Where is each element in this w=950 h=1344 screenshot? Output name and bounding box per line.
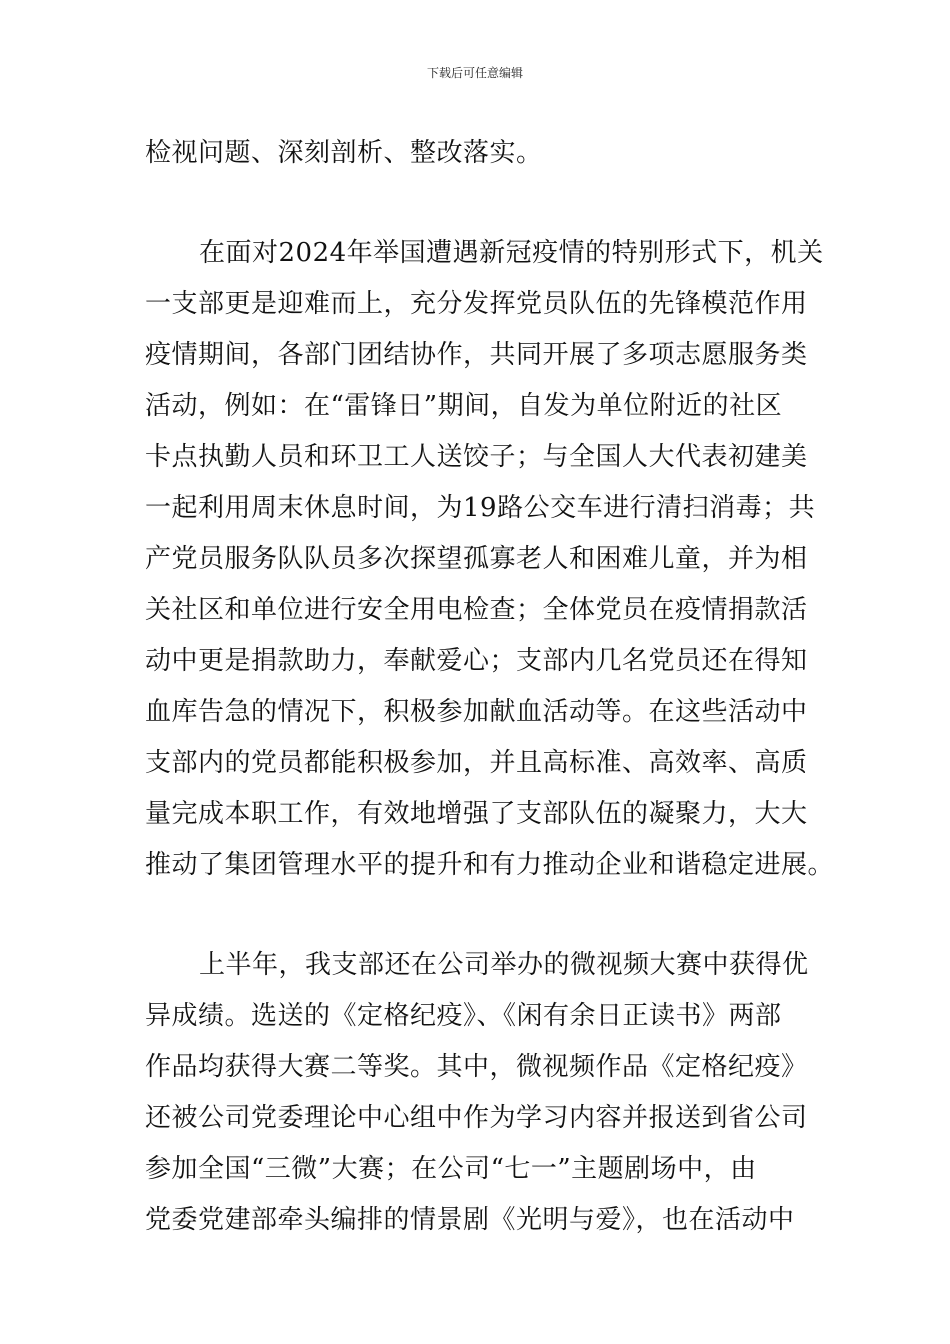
text-line: 检视问题、深刻剖析、整改落实。 [145,138,543,168]
paragraph-3 [145,940,809,1246]
paragraph-1 [145,128,805,179]
text-line: 异成绩。选送的《定格纪疫》、《闲有余日正读书》两部 [145,1001,782,1031]
text-line: 一支部更是迎难而上，充分发挥党员队伍的先锋模范作用 [145,289,808,319]
text-line: 支部内的党员都能积极参加，并且高标准、高效率、高质 [145,748,808,778]
text-line: 血库告急的情况下，积极参加献血活动等。在这些活动中 [145,697,808,727]
text-line: 动中更是捐款助力，奉献爱心；支部内几名党员还在得知 [145,646,808,676]
text-line: 疫情期间，各部门团结协作，共同开展了多项志愿服务类 [145,340,808,370]
text-line: 还被公司党委理论中心组中作为学习内容并报送到省公司 [145,1103,808,1133]
text-line: 在面对2024年举国遭遇新冠疫情的特别形式下，机关 [199,238,824,268]
document-body [145,128,835,1246]
text-line: 产党员服务队队员多次探望孤寡老人和困难儿童，并为相 [145,544,808,574]
text-line: 卡点执勤人员和环卫工人送饺子；与全国人大代表初建美 [145,442,808,472]
page-header: 下载后可任意编辑 [426,66,523,80]
text-line: 活动，例如：在“雷锋日”期间，自发为单位附近的社区 [145,391,783,421]
text-line: 上半年，我支部还在公司举办的微视频大赛中获得优 [199,950,809,980]
text-line: 关社区和单位进行安全用电检查；全体党员在疫情捐款活 [145,595,808,625]
text-line: 一起利用周末休息时间，为19路公交车进行清扫消毒；共 [145,493,816,523]
text-line: 量完成本职工作，有效地增强了支部队伍的凝聚力，大大 [145,799,808,829]
text-line: 作品均获得大赛二等奖。其中，微视频作品《定格纪疫》 [145,1052,808,1082]
text-line: 推动了集团管理水平的提升和有力推动企业和谐稳定进展。 [145,850,835,880]
paragraph-gap [145,179,805,228]
text-line: 党委党建部牵头编排的情景剧《光明与爱》，也在活动中 [145,1205,795,1235]
text-line: 参加全国“三微”大赛；在公司“七一”主题剧场中，由 [145,1154,757,1184]
paragraph-gap [145,891,805,940]
paragraph-2 [145,228,835,891]
